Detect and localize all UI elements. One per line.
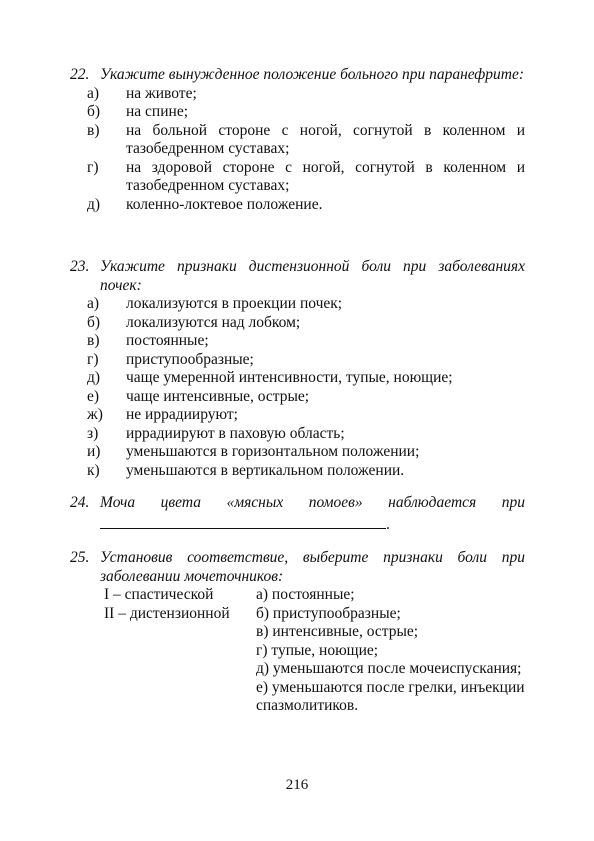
answer-option: [70, 295, 525, 314]
question-number: 24.: [70, 494, 90, 511]
option-text: локализуются над лобком;: [126, 313, 301, 331]
question-text: Укажите признаки дистензионной боли при заболеваниях почек:: [100, 258, 525, 294]
question-24-heading: [70, 494, 525, 534]
option-label: д): [87, 195, 101, 213]
question-text: Установив соответствие, выберите признаки боли при заболевании мочеточников:: [100, 549, 525, 585]
option-text: уменьшаются в горизонтальном положении;: [126, 443, 420, 460]
question-word: «мясных: [226, 494, 284, 511]
question-number: 25.: [70, 549, 90, 566]
answer-option: [70, 462, 525, 481]
option-text: не иррадиируют;: [126, 406, 238, 423]
question-25-heading: [70, 549, 525, 586]
answer-options: [70, 295, 525, 480]
option-text: уменьшаются в вертикальном положении.: [126, 461, 405, 479]
pain-types-column: [104, 586, 230, 623]
answer-blank-row: [100, 513, 525, 535]
answer-option: [70, 406, 525, 425]
option-text: постоянные;: [126, 332, 209, 349]
option-label: и): [87, 443, 101, 460]
sign-item: б) приступообразные;: [256, 604, 401, 622]
page-number: 216: [285, 777, 309, 793]
answer-option: [70, 196, 525, 215]
option-text: на больной стороне с ногой, согнутой в коленном и тазобедренном суставах;: [126, 121, 525, 157]
question-22: [70, 66, 525, 214]
question-number: 23.: [70, 258, 90, 275]
answer-options: [70, 85, 525, 215]
answer-option: [70, 314, 525, 333]
option-label: ж): [87, 406, 103, 423]
question-word: помоев»: [308, 494, 363, 511]
answer-option: [70, 332, 525, 351]
answer-option: [70, 351, 525, 370]
option-label: е): [87, 387, 100, 405]
question-25: [70, 549, 525, 716]
question-23-heading: [70, 258, 525, 295]
option-label: г): [87, 350, 99, 368]
option-label: з): [87, 424, 99, 442]
signs-column: [256, 586, 525, 716]
question-24: [70, 494, 525, 534]
answer-option: [70, 159, 525, 196]
option-label: к): [87, 461, 100, 479]
question-text: Укажите вынужденное положение больного при паранефрите:: [100, 66, 525, 83]
sign-item: г) тупые, ноющие;: [256, 641, 379, 659]
option-label: в): [87, 332, 100, 349]
matching-block: [104, 586, 525, 716]
question-word: Моча: [100, 494, 136, 511]
sign-item: а) постоянные;: [256, 586, 355, 603]
option-text: коленно-локтевое положение.: [126, 195, 323, 213]
option-label: а): [87, 84, 100, 102]
option-text: локализуются в проекции почек;: [126, 295, 343, 312]
answer-option: [70, 122, 525, 159]
end-punctuation: .: [386, 515, 390, 533]
answer-option: [70, 388, 525, 407]
option-label: г): [87, 158, 99, 176]
option-text: иррадиируют в паховую область;: [126, 424, 345, 442]
option-text: на спине;: [126, 103, 188, 120]
question-word: при: [501, 494, 525, 511]
answer-option: [70, 103, 525, 122]
pain-type-item: II – дистензионной: [104, 604, 230, 622]
sign-item: в) интенсивные, острые;: [256, 623, 419, 640]
answer-option: [70, 369, 525, 388]
answer-blank[interactable]: [100, 513, 386, 529]
option-text: чаще умеренной интенсивности, тупые, ноющие;: [126, 369, 453, 386]
sign-item: д) уменьшаются после мочеиспускания;: [256, 660, 522, 677]
answer-option: [70, 425, 525, 444]
question-number: 22.: [70, 66, 90, 83]
option-label: б): [87, 103, 101, 120]
option-text: на здоровой стороне с ногой, согнутой в коленном и тазобедренном суставах;: [126, 158, 525, 194]
option-label: а): [87, 295, 100, 312]
question-word: цвета: [160, 494, 201, 511]
option-text: чаще интенсивные, острые;: [126, 387, 310, 405]
question-word: наблюдается: [388, 494, 477, 511]
option-label: б): [87, 313, 101, 331]
pain-type-item: I – спастической: [104, 586, 214, 603]
option-label: д): [87, 369, 101, 386]
question-22-heading: [70, 66, 525, 85]
question-text: [100, 494, 525, 513]
answer-option: [70, 85, 525, 104]
question-23: [70, 258, 525, 480]
sign-item: е) уменьшаются после грелки, инъекции спазмолитиков.: [256, 678, 525, 714]
option-text: приступообразные;: [126, 350, 254, 368]
answer-option: [70, 443, 525, 462]
option-text: на животе;: [126, 84, 197, 102]
option-label: в): [87, 121, 100, 139]
